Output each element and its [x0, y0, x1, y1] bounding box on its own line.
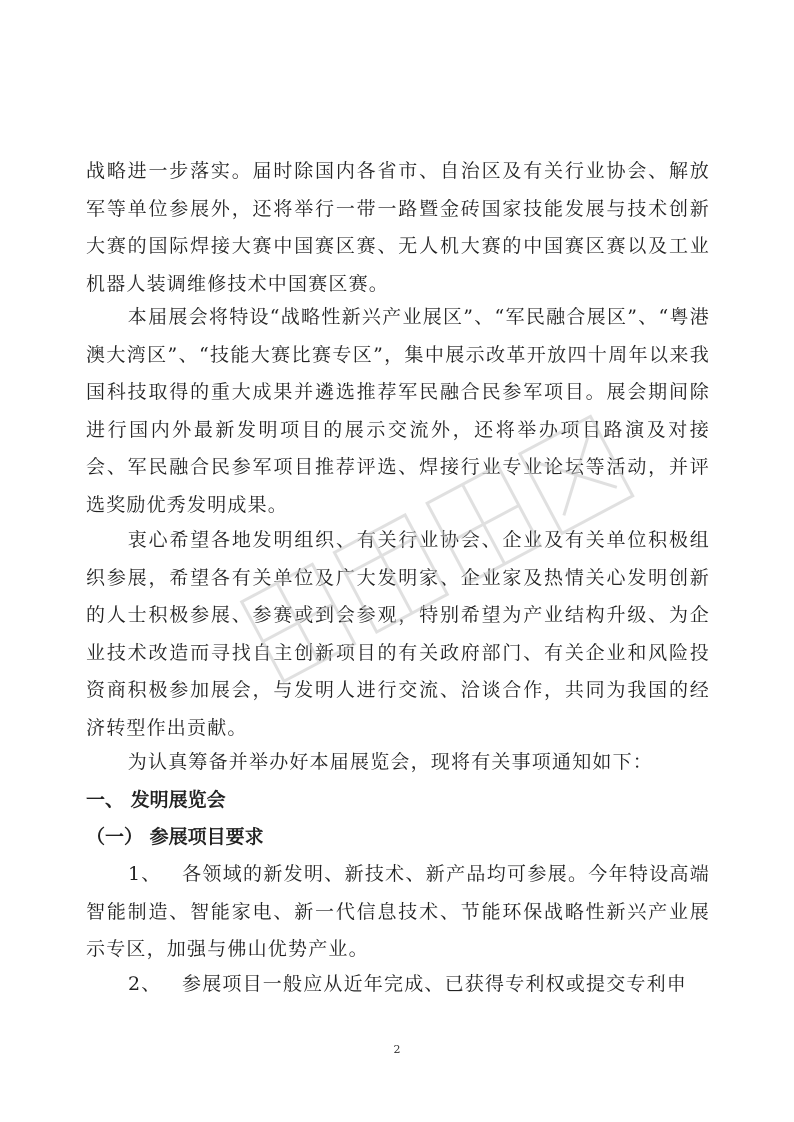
list-item-number: 2、 [128, 973, 162, 995]
list-item [86, 856, 710, 969]
paragraph-4: 为认真筹备并举办好本届展览会，现将有关事项通知如下： [127, 751, 653, 773]
section-heading-2: （一） 参展项目要求 [86, 826, 264, 848]
paragraph-1: 战略进一步落实。届时除国内各省市、自治区及有关行业协会、解放军等单位参展外，还将举行一带一路暨金砖国家技能发展与技术创新大赛的国际焊接大赛中国赛区赛、无人机大赛的中国赛区赛以及工业机器人装调维修技术中国赛区赛。 [86, 160, 710, 295]
list-item-number: 1、 [128, 863, 162, 885]
paragraph-2: 本届展会将特设“战略性新兴产业展区”、“军民融合展区”、“粤港澳大湾区”、“技能大赛比赛专区”，集中展示改革开放四十周年以来我国科技取得的重大成果并遴选推荐军民融合民参军项目。展会期间除进行国内外最新发明项目的展示交流外，还将举办项目路演及对接会、军民融合民参军项目推荐评选、焊接行业专业论坛等活动，并评选奖励优秀发明成果。 [86, 306, 710, 516]
list-item-text: 各领域的新发明、新技术、新产品均可参展。今年特设高端智能制造、智能家电、新一代信息技术、节能环保战略性新兴产业展示专区，加强与佛山优势产业。 [86, 863, 710, 960]
paragraph-3: 衷心希望各地发明组织、有关行业协会、企业及有关单位积极组织参展，希望各有关单位及广大发明家、企业家及热情关心发明创新的人士积极参展、参赛或到会参观，特别希望为产业结构升级、为企业技术改造而寻找自主创新项目的有关政府部门、有关企业和风险投资商积极参加展会，与发明人进行交流、洽谈合作，共同为我国的经济转型作出贡献。 [86, 529, 710, 739]
list-item-text: 参展项目一般应从近年完成、已获得专利权或提交专利申 [182, 973, 688, 995]
list-item [86, 966, 710, 1004]
section-heading-1: 一、 发明展览会 [86, 789, 226, 811]
page-number: 2 [393, 1043, 401, 1056]
